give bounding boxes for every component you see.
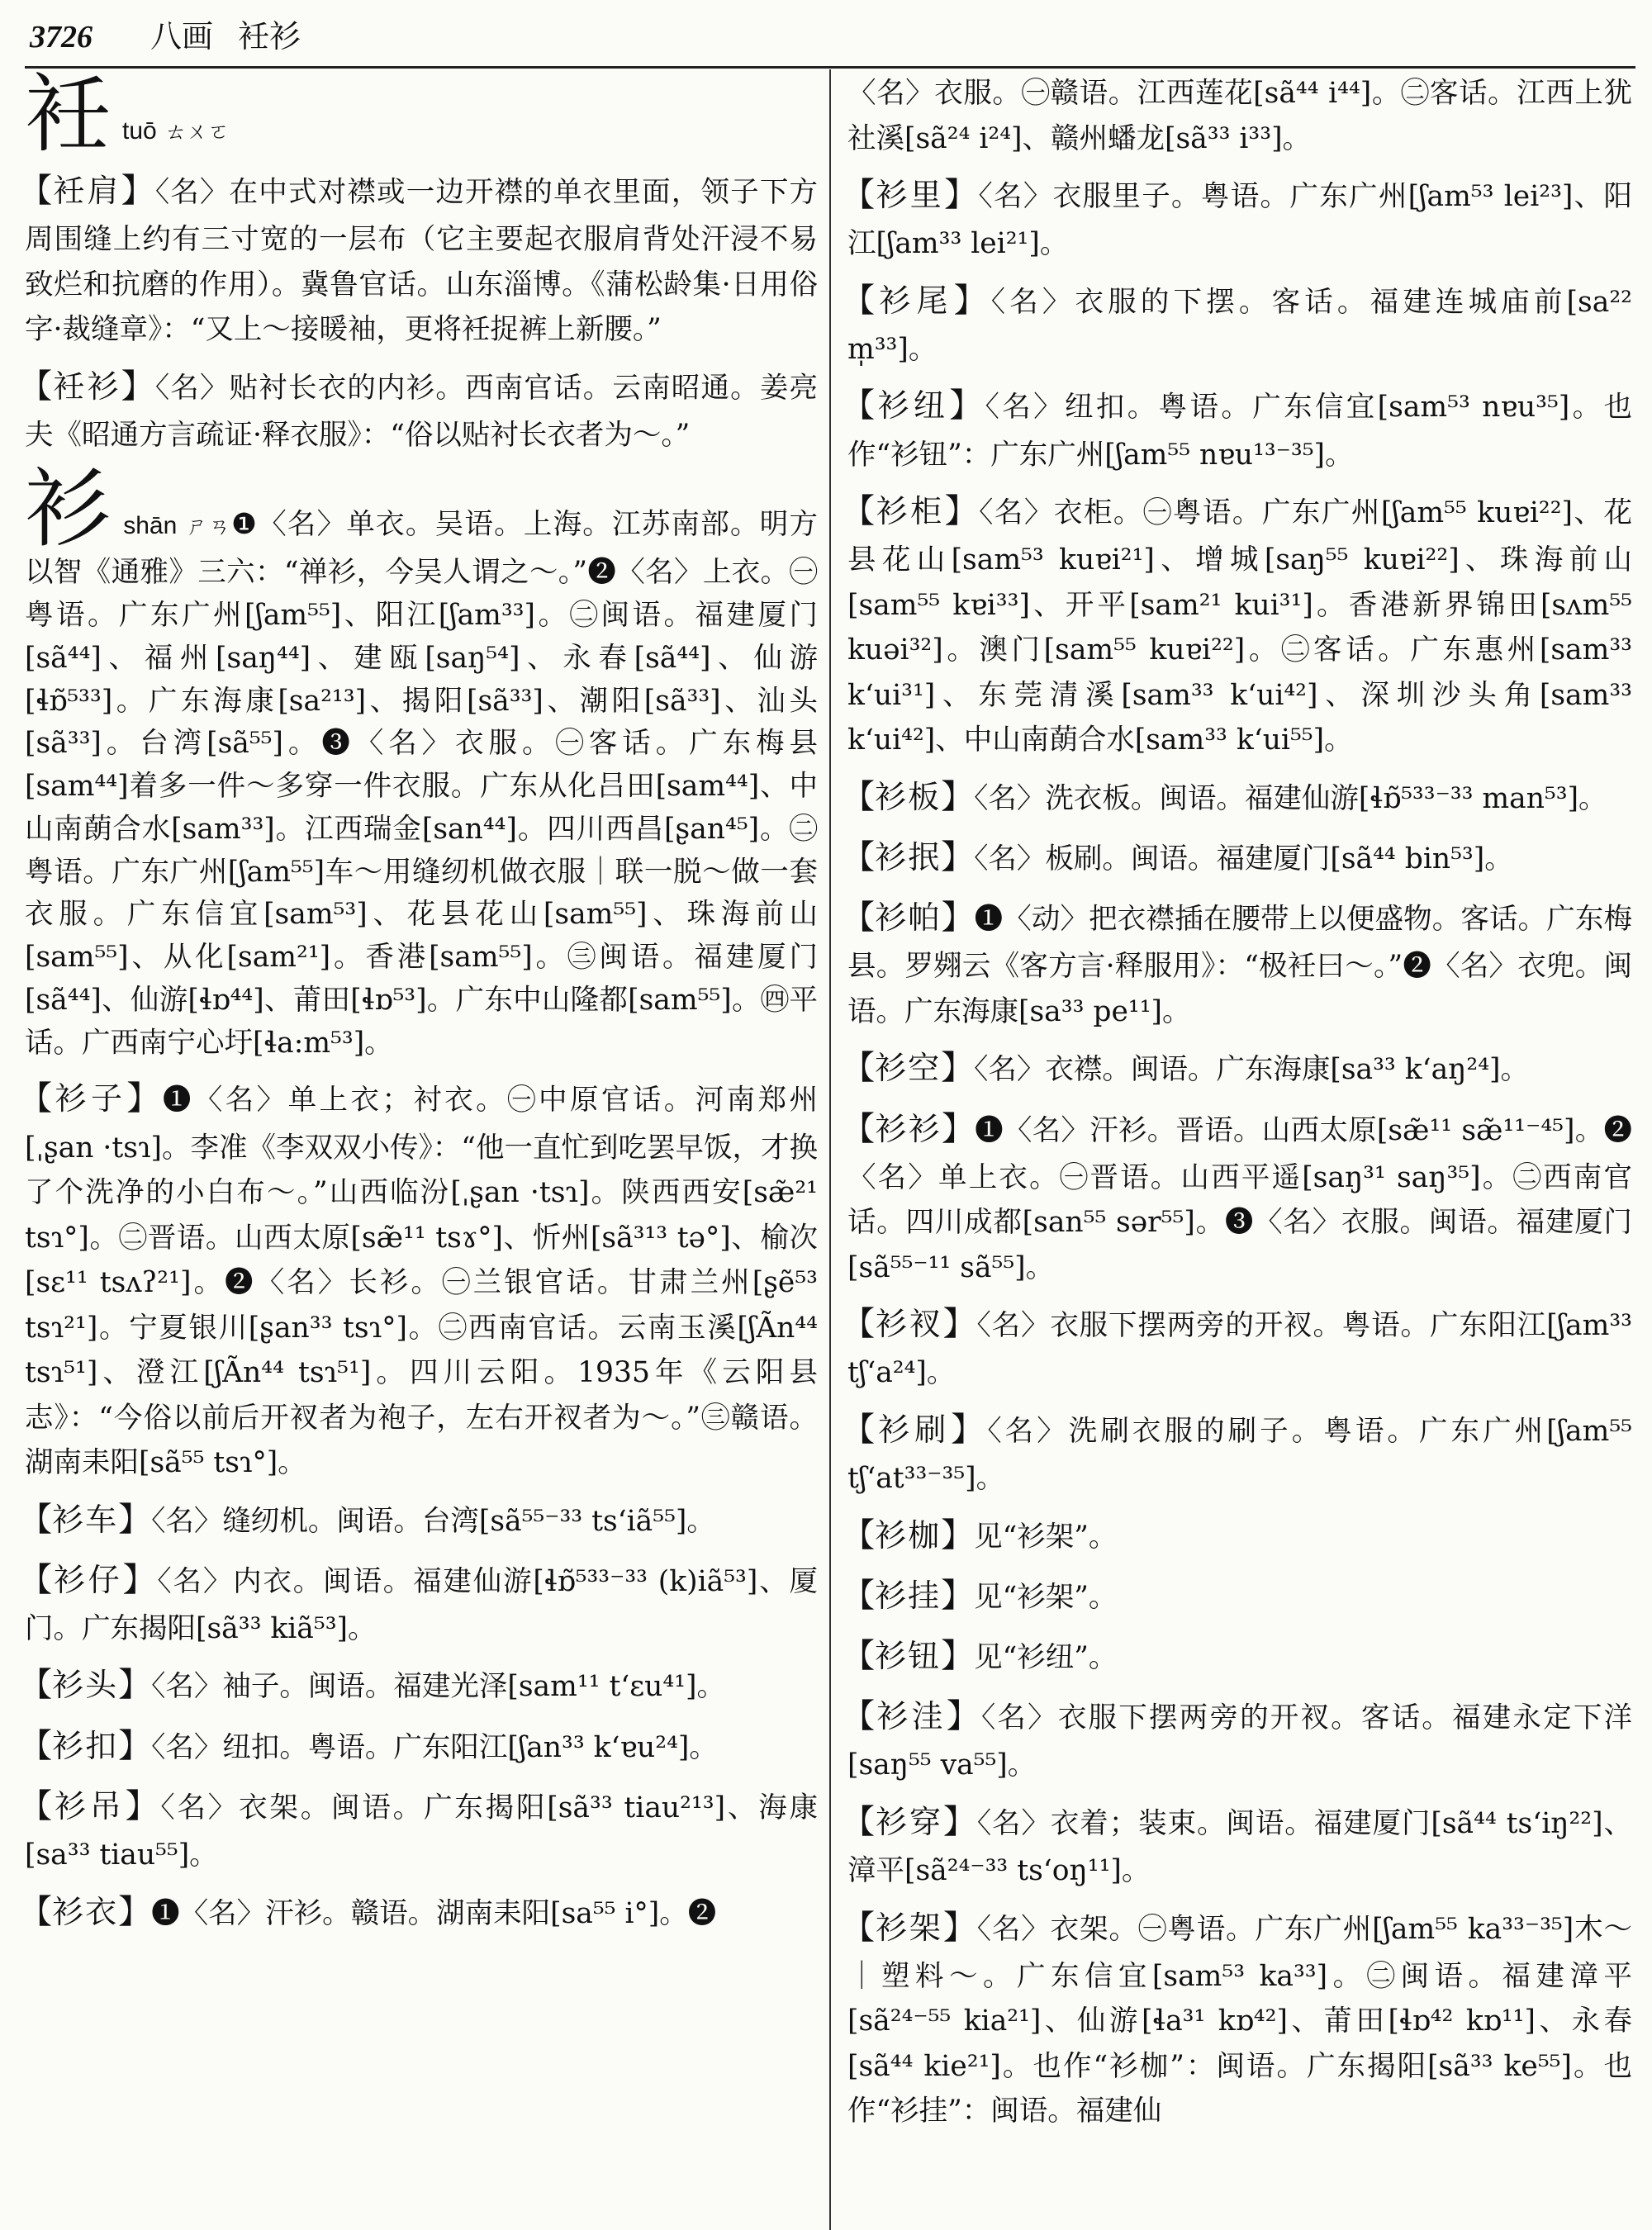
- word-entry: [842, 275, 1632, 372]
- bracket-close: 】: [118, 1666, 152, 1705]
- word-entry: [19, 1720, 818, 1772]
- bracket-open: 【: [842, 1697, 877, 1736]
- bracket-open: 【: [842, 281, 880, 320]
- bracket-close: 】: [942, 1908, 977, 1947]
- definition-text: 〈名〉板刷。闽语。福建厦门[sã⁴⁴ bin⁵³]。: [974, 842, 1513, 875]
- bracket-open: 【: [842, 176, 876, 214]
- word-entry: [842, 892, 1633, 1034]
- definition-text: ❶〈动〉把衣襟插在腰带上以便盛物。客话。广东梅县。罗翙云《客方言·释服用》：“极衽曰～。”❷〈名〉衣兜。闽语。广东海康[sa³³ pe¹¹]。: [847, 903, 1633, 1028]
- headword: 衫车: [52, 1501, 119, 1538]
- headword: 衽肩: [53, 173, 121, 209]
- word-entry: [19, 165, 819, 353]
- word-entry: [842, 771, 1632, 823]
- word-entry: [842, 1796, 1633, 1894]
- bracket-open: 【: [19, 172, 54, 210]
- word-entry: [842, 1570, 1632, 1622]
- bracket-open: 【: [842, 1802, 876, 1841]
- word-entry: [842, 1103, 1632, 1291]
- page-header: [30, 12, 301, 61]
- word-entry: [19, 1659, 818, 1711]
- word-entry: [19, 1781, 819, 1878]
- definition-text: ❶〈名〉单上衣；衬衣。㊀中原官话。河南郑州[ˌʂan ·tsɿ]。李准《李双双小传》：“他一直忙到吃罢早饭，才换了个洗净的小白布～。”山西临汾[ˌʂan ·tsɿ]。陕西西安[sæ̃²¹ tsɿ°]。㊁晋语。山西太原[sæ̃¹¹ tsɤ°]、忻州[sã³¹³ tə°]、榆次[sɛ¹¹ tsʌʔ²¹]。❷〈名〉长衫。㊀兰银官话。甘肃兰州[ʂẽ⁵³ tsɿ²¹]。宁夏银川[ʂan³³ tsɿ°]。㊁西南官话。云南玉溪[ʃÃn⁴⁴ tsɿ⁵¹]、澄江[ʃÃn⁴⁴ tsɿ⁵¹]。四川云阳。1935年《云阳县志》：“今俗以前后开衩者为袍子，左右开衩者为～。”㊂赣语。湖南耒阳[sã⁵⁵ tsɿ°]。: [25, 1084, 819, 1480]
- definition-text: 〈名〉袖子。闽语。福建光泽[sam¹¹ tʻɛu⁴¹]。: [151, 1670, 725, 1704]
- bracket-close: 】: [941, 1049, 975, 1088]
- bracket-open: 【: [19, 367, 54, 406]
- definition-text: 见“衫架”。: [974, 1580, 1118, 1614]
- bracket-close: 】: [118, 1500, 152, 1539]
- bracket-open: 【: [19, 1786, 55, 1825]
- zhuyin: ㄊㄨㄛ: [164, 120, 230, 145]
- bracket-open: 【: [842, 1516, 876, 1554]
- headword: 衫头: [52, 1667, 119, 1704]
- bracket-open: 【: [842, 1576, 876, 1615]
- word-entry: [842, 380, 1632, 477]
- bracket-close: 】: [121, 172, 155, 210]
- definition-text: ❶〈名〉汗衫。晋语。山西太原[sæ̃¹¹ sæ̃¹¹⁻⁴⁵]。❷〈名〉单上衣。㊀晋语。山西平遥[saŋ³¹ saŋ³⁵]。㊁西南官话。四川成都[san⁵⁵ sər⁵⁵]。❸〈名〉衣服。闽语。福建厦门[sã⁵⁵⁻¹¹ sã⁵⁵]。: [847, 1113, 1632, 1284]
- bracket-open: 【: [842, 492, 876, 531]
- bracket-close: 】: [941, 1576, 975, 1615]
- definition-text: 〈名〉衣架。㊀粤语。广东广州[ʃam⁵⁵ ka³³⁻³⁵]木～｜塑料～。广东信宜[sam⁵³ ka³³]。㊁闽语。福建漳平[sã²⁴⁻⁵⁵ kia²¹]、仙游[ɬa³¹ kɒ⁴²]、莆田[ɬɒ⁴² kɒ¹¹]、永春[sã⁴⁴ kie²¹]。也作“衫枷”：闽语。广东揭阳[sã³³ ke⁵⁵]。也作“衫挂”：闽语。福建仙: [847, 1912, 1633, 2128]
- word-entry: [19, 1886, 818, 1938]
- definition-text: 〈名〉衣襟。闽语。广东海康[sa³³ kʻaŋ²⁴]。: [974, 1053, 1530, 1087]
- headword: 衫钮: [875, 1637, 942, 1674]
- headword: 衫架: [876, 1909, 943, 1946]
- bracket-open: 【: [842, 1049, 876, 1088]
- pinyin: shān: [123, 512, 178, 540]
- zhuyin: ㄕㄢ: [185, 515, 232, 540]
- bracket-close: 】: [126, 1079, 163, 1118]
- word-entry: [19, 1554, 818, 1652]
- headword: 衽衫: [53, 368, 121, 405]
- word-entry: [842, 1510, 1632, 1562]
- definition-text: 〈名〉衣服下摆两旁的开衩。客话。福建永定下洋[saŋ⁵⁵ va⁵⁵]。: [847, 1701, 1633, 1782]
- definition-text: 〈名〉内衣。闽语。福建仙游[ɬɒ̃⁵³³⁻³³ (k)iã⁵³]、厦门。广东揭阳[sã³³ kiã⁵³]。: [25, 1564, 818, 1645]
- headword-character: 衫: [25, 458, 112, 560]
- page-number: 3726: [30, 20, 93, 55]
- word-entry: [842, 1042, 1632, 1094]
- headword: 衫帕: [875, 899, 942, 937]
- bracket-close: 】: [941, 777, 975, 816]
- bracket-close: 】: [941, 837, 975, 876]
- bracket-close: 】: [951, 1410, 988, 1449]
- bracket-open: 【: [19, 1666, 53, 1705]
- pinyin: tuō: [122, 117, 157, 145]
- word-entry: [842, 832, 1632, 884]
- headword: 衫枷: [875, 1516, 942, 1554]
- word-entry: [842, 1902, 1633, 2134]
- headword: 衫空: [875, 1050, 942, 1087]
- section-label: 八画: [150, 18, 214, 55]
- headword: 衫刷: [878, 1411, 952, 1448]
- bracket-close: 】: [941, 899, 975, 937]
- headword: 衫子: [55, 1080, 127, 1117]
- bracket-open: 【: [842, 899, 876, 937]
- definition-text: 〈名〉衣着；装束。闽语。福建厦门[sã⁴⁴ tsʻiŋ²²]、漳平[sã²⁴⁻³³ tsʻoŋ¹¹]。: [847, 1806, 1633, 1887]
- definition-text: 〈名〉纽扣。粤语。广东阳江[ʃan³³ kʻɐu²⁴]。: [151, 1730, 718, 1764]
- bracket-close: 】: [942, 1802, 977, 1841]
- headword: 衫衣: [52, 1893, 119, 1930]
- headword: 衫柜: [876, 493, 945, 530]
- definition-text: 〈名〉缝纫机。闽语。台湾[sã⁵⁵⁻³³ tsʻiã⁵⁵]。: [151, 1504, 715, 1538]
- bracket-open: 【: [842, 837, 876, 876]
- bracket-open: 【: [842, 1636, 876, 1675]
- word-entry: [19, 1073, 819, 1485]
- headword: 衫纽: [877, 387, 950, 425]
- word-entry: [842, 1691, 1633, 1788]
- definition-text: 〈名〉在中式对襟或一边开襟的单衣里面，领子下方周围缝上约有三寸宽的一层布（它主要起衣服肩背处汗浸不易致烂和抗磨的作用）。冀鲁官话。山东淄博。《蒲松龄集·日用俗字·裁缝章》：“又上～接暖袖，更将衽捉裤上新腰。”: [25, 176, 819, 347]
- headword: 衫尾: [879, 282, 954, 319]
- bracket-open: 【: [842, 1109, 876, 1148]
- word-entry: [842, 169, 1633, 267]
- word-entry: [842, 486, 1633, 763]
- word-entry: [19, 361, 819, 458]
- bracket-open: 【: [19, 1892, 53, 1931]
- bracket-close: 】: [942, 1305, 977, 1344]
- bracket-close: 】: [122, 1560, 158, 1599]
- definition-text: 〈名〉衣服下摆两旁的开衩。粤语。广东阳江[ʃam³³ tʃʻa²⁴]。: [847, 1309, 1633, 1390]
- word-entry: [842, 1404, 1632, 1502]
- bracket-close: 】: [125, 1786, 161, 1825]
- bracket-open: 【: [19, 1726, 53, 1765]
- bracket-open: 【: [19, 1079, 55, 1118]
- definition-text: 〈名〉衣架。闽语。广东揭阳[sã³³ tiau²¹³]、海康[sa³³ tiau⁵⁵]。: [25, 1791, 819, 1872]
- definition-text: 〈名〉纽扣。粤语。广东信宜[sam⁵³ nɐu³⁵]。也作“衫钮”：广东广州[ʃam⁵⁵ nɐu¹³⁻³⁵]。: [847, 391, 1632, 472]
- word-entry: [842, 1630, 1632, 1682]
- entry-continuation: 〈名〉衣服。㊀赣语。江西莲花[sã⁴⁴ i⁴⁴]。㊁客话。江西上犹社溪[sã²⁴ i²⁴]、赣州蟠龙[sã³³ i³³]。: [847, 77, 1632, 155]
- bracket-close: 】: [941, 1636, 975, 1675]
- bracket-open: 【: [842, 1305, 876, 1344]
- bracket-close: 】: [944, 492, 980, 531]
- definition-text: 〈名〉衣服里子。粤语。广东广州[ʃam⁵³ lei²³]、阳江[ʃam³³ lei²¹]。: [847, 180, 1633, 261]
- headword: 衫吊: [54, 1787, 126, 1824]
- bracket-open: 【: [19, 1500, 53, 1539]
- bracket-open: 【: [842, 777, 876, 816]
- definition-text: 见“衫架”。: [974, 1520, 1118, 1554]
- headword: 衫挂: [875, 1577, 942, 1614]
- bracket-close: 】: [941, 1109, 976, 1148]
- bracket-close: 】: [118, 1892, 152, 1931]
- definition-text: 〈名〉衣服的下摆。客话。福建连城庙前[sa²² m̩³³]。: [847, 285, 1632, 366]
- word-entry: [842, 1298, 1633, 1396]
- definition-text: 〈名〉贴衬长衣的内衫。西南官话。云南昭通。姜亮夫《昭通方言疏证·释衣服》：“俗以贴衬长衣者为～。”: [25, 371, 819, 452]
- definition-text: 〈名〉衣柜。㊀粤语。广东广州[ʃam⁵⁵ kuɐi²²]、花县花山[sam⁵³ kuɐi²¹]、增城[saŋ⁵⁵ kuɐi²²]、珠海前山[sam⁵⁵ kɐi³³]、开平[sam²¹ kui³¹]。香港新界锦田[sʌm⁵⁵ kuəi³²]。澳门[sam⁵⁵ kuɐi²²]。㊁客话。广东惠州[sam³³ kʻui³¹]、东莞清溪[sam³³ kʻui⁴²]、深圳沙头角[sam³³ kʻui⁴²]、中山南蓢合水[sam³³ kʻui⁵⁵]。: [847, 496, 1633, 757]
- definition-text: ❶〈名〉汗衫。赣语。湖南耒阳[sa⁵⁵ i°]。❷: [151, 1896, 717, 1930]
- character-entry: [25, 458, 818, 1065]
- definition-text: ❶〈名〉单衣。吴语。上海。江苏南部。明方以智《通雅》三六：“禅衫，今吴人谓之～。”❷〈名〉上衣。㊀粤语。广东广州[ʃam⁵⁵]、阳江[ʃam³³]。㊁闽语。福建厦门[sã⁴⁴]、福州[saŋ⁴⁴]、建瓯[saŋ⁵⁴]、永春[sã⁴⁴]、仙游[ɬɒ̃⁵³³]。广东海康[sa²¹³]、揭阳[sã³³]、潮阳[sã³³]、汕头[sã³³]。台湾[sã⁵⁵]。❸〈名〉衣服。㊀客话。广东梅县[sam⁴⁴]着多一件～多穿一件衣服。广东从化吕田[sam⁴⁴]、中山南蓢合水[sam³³]。江西瑞金[san⁴⁴]。四川西昌[ʂan⁴⁵]。㊁粤语。广东广州[ʃam⁵⁵]车～用缝纫机做衣服｜联一脱～做一套衣服。广东信宜[sam⁵³]、花县花山[sam⁵⁵]、珠海前山[sam⁵⁵]、从化[sam²¹]。香港[sam⁵⁵]。㊂闽语。福建厦门[sã⁴⁴]、仙游[ɬɒ⁴⁴]、莆田[ɬɒ⁵³]。广东中山隆都[sam⁵⁵]。㊃平话。广西南宁心圩[ɬa:m⁵³]。: [25, 508, 818, 1060]
- headword: 衫衩: [875, 1306, 943, 1343]
- bracket-open: 【: [842, 1908, 876, 1947]
- bracket-open: 【: [842, 387, 878, 425]
- headword: 衫扣: [52, 1727, 119, 1764]
- character-entry: [25, 64, 818, 164]
- header-characters: 衽衫: [238, 18, 301, 55]
- bracket-close: 】: [944, 176, 979, 214]
- bracket-close: 】: [121, 367, 155, 406]
- bracket-open: 【: [19, 1560, 54, 1599]
- definition-text: 〈名〉洗衣板。闽语。福建仙游[ɬɒ̃⁵³³⁻³³ man⁵³]。: [974, 781, 1607, 815]
- headword: 衫抿: [875, 838, 942, 875]
- bracket-close: 】: [946, 1697, 981, 1736]
- definition-text: 见“衫纽”。: [974, 1640, 1118, 1674]
- headword: 衫里: [876, 177, 945, 213]
- bracket-close: 】: [953, 281, 991, 320]
- bracket-close: 】: [949, 387, 985, 425]
- word-entry: [19, 1494, 818, 1546]
- bracket-close: 】: [941, 1516, 975, 1554]
- column-divider: [829, 69, 831, 2230]
- headword: 衫仔: [53, 1561, 123, 1598]
- header-rule: [25, 66, 1635, 69]
- headword: 衫板: [875, 778, 942, 815]
- definition-text: 〈名〉洗刷衣服的刷子。粤语。广东广州[ʃam⁵⁵ tʃʻat³³⁻³⁵]。: [847, 1414, 1632, 1496]
- bracket-close: 】: [118, 1726, 152, 1765]
- headword: 衫洼: [876, 1698, 947, 1735]
- bracket-open: 【: [842, 1410, 879, 1449]
- left-column: [19, 64, 819, 2227]
- headword: 衫穿: [876, 1803, 943, 1840]
- headword: 衫衫: [875, 1110, 942, 1147]
- right-column: [842, 71, 1633, 2227]
- headword-character: 衽: [25, 64, 112, 164]
